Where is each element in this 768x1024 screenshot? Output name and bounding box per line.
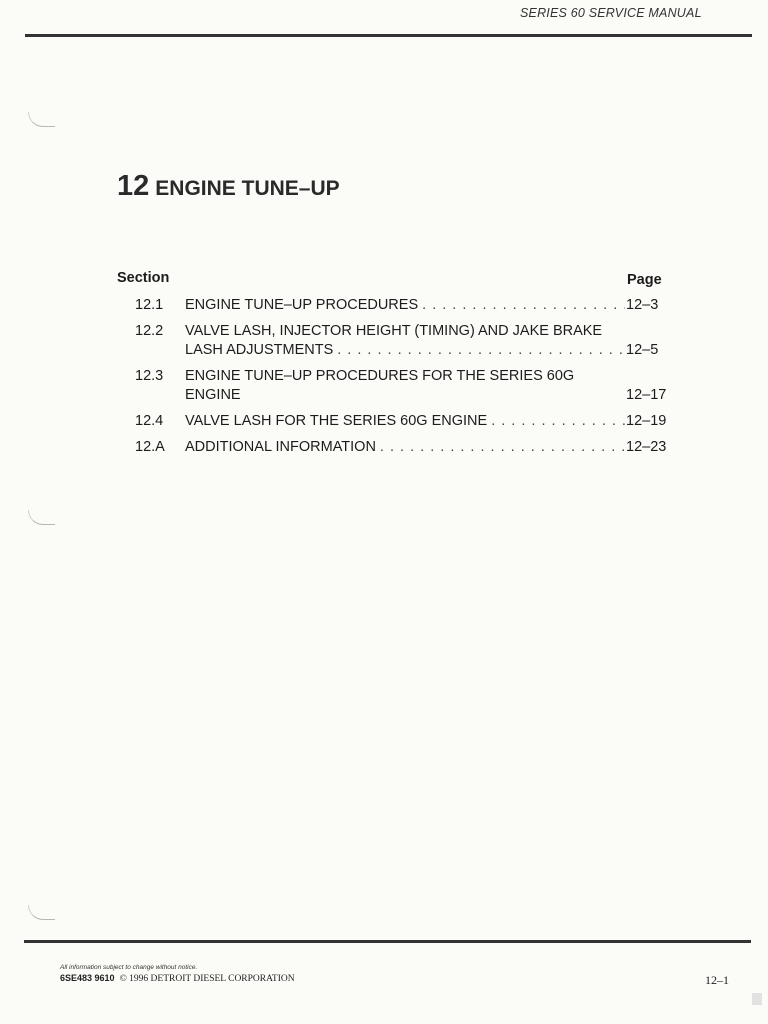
toc-entry-line	[185, 296, 625, 315]
toc-entry-title	[185, 296, 625, 315]
toc-entry	[117, 438, 677, 457]
punch-hole-mark	[28, 510, 55, 525]
toc-entry-number: 12.4	[135, 413, 164, 429]
dot-leader	[337, 341, 625, 360]
toc-entry-number: 12.A	[135, 439, 165, 455]
toc-entries	[117, 296, 677, 457]
page-number: 12–1	[705, 973, 729, 987]
toc-entry-text: VALVE LASH FOR THE SERIES 60G ENGINE	[185, 413, 488, 429]
toc-entry-line	[185, 322, 625, 341]
toc-entry-text: VALVE LASH, INJECTOR HEIGHT (TIMING) AND JAKE BRAKE	[185, 323, 603, 339]
dot-leader	[491, 412, 625, 431]
dot-leader	[380, 438, 625, 457]
toc-entry-text: ENGINE TUNE–UP PROCEDURES FOR THE SERIES 60G	[185, 368, 575, 384]
manual-title: SERIES 60 SERVICE MANUAL	[520, 6, 702, 20]
chapter-title: ENGINE TUNE–UP	[155, 177, 340, 200]
header-rule	[25, 34, 752, 37]
toc-entry-line	[185, 438, 625, 457]
toc-entry-number: 12.2	[135, 323, 164, 339]
scan-edge-mark	[752, 993, 762, 1005]
toc-entry-text: ENGINE TUNE–UP PROCEDURES	[185, 297, 419, 313]
toc-entry-line	[185, 386, 625, 405]
punch-hole-mark	[28, 112, 55, 127]
toc-entry-page: 12–3	[626, 297, 659, 313]
footer-rule	[24, 940, 751, 943]
page-column-label: Page	[627, 272, 662, 288]
toc-entry-page: 12–19	[626, 413, 667, 429]
toc-entry-number: 12.3	[135, 368, 164, 384]
toc-entry-line	[185, 412, 625, 431]
toc-entry-title	[185, 367, 625, 405]
toc-entry-text: ADDITIONAL INFORMATION	[185, 439, 376, 455]
toc-entry-line	[185, 341, 625, 360]
toc-entry-text: ENGINE	[185, 387, 241, 403]
toc-entry	[117, 412, 677, 431]
toc-entry	[117, 322, 677, 360]
toc-entry-page: 12–5	[626, 342, 659, 358]
footer-notice: All information subject to change without notice.	[60, 964, 198, 971]
copyright: © 1996 DETROIT DIESEL CORPORATION	[119, 974, 295, 984]
toc-entry-page: 12–17	[626, 387, 667, 403]
toc-entry-title	[185, 412, 625, 431]
doc-id: 6SE483 9610	[60, 973, 115, 983]
punch-hole-mark	[28, 905, 55, 920]
chapter-heading	[117, 170, 340, 203]
dot-leader	[422, 296, 625, 315]
footer-doc-info	[60, 973, 295, 984]
toc-entry-page: 12–23	[626, 439, 667, 455]
toc-entry	[117, 296, 677, 315]
toc-entry-number: 12.1	[135, 297, 164, 313]
toc-entry-title	[185, 438, 625, 457]
toc-entry-title	[185, 322, 625, 360]
toc-entry	[117, 367, 677, 405]
section-column-label: Section	[117, 270, 170, 286]
chapter-number: 12	[117, 170, 150, 202]
table-of-contents	[117, 270, 677, 464]
toc-entry-line	[185, 367, 625, 386]
toc-entry-text: LASH ADJUSTMENTS	[185, 342, 334, 358]
toc-header	[117, 270, 677, 296]
